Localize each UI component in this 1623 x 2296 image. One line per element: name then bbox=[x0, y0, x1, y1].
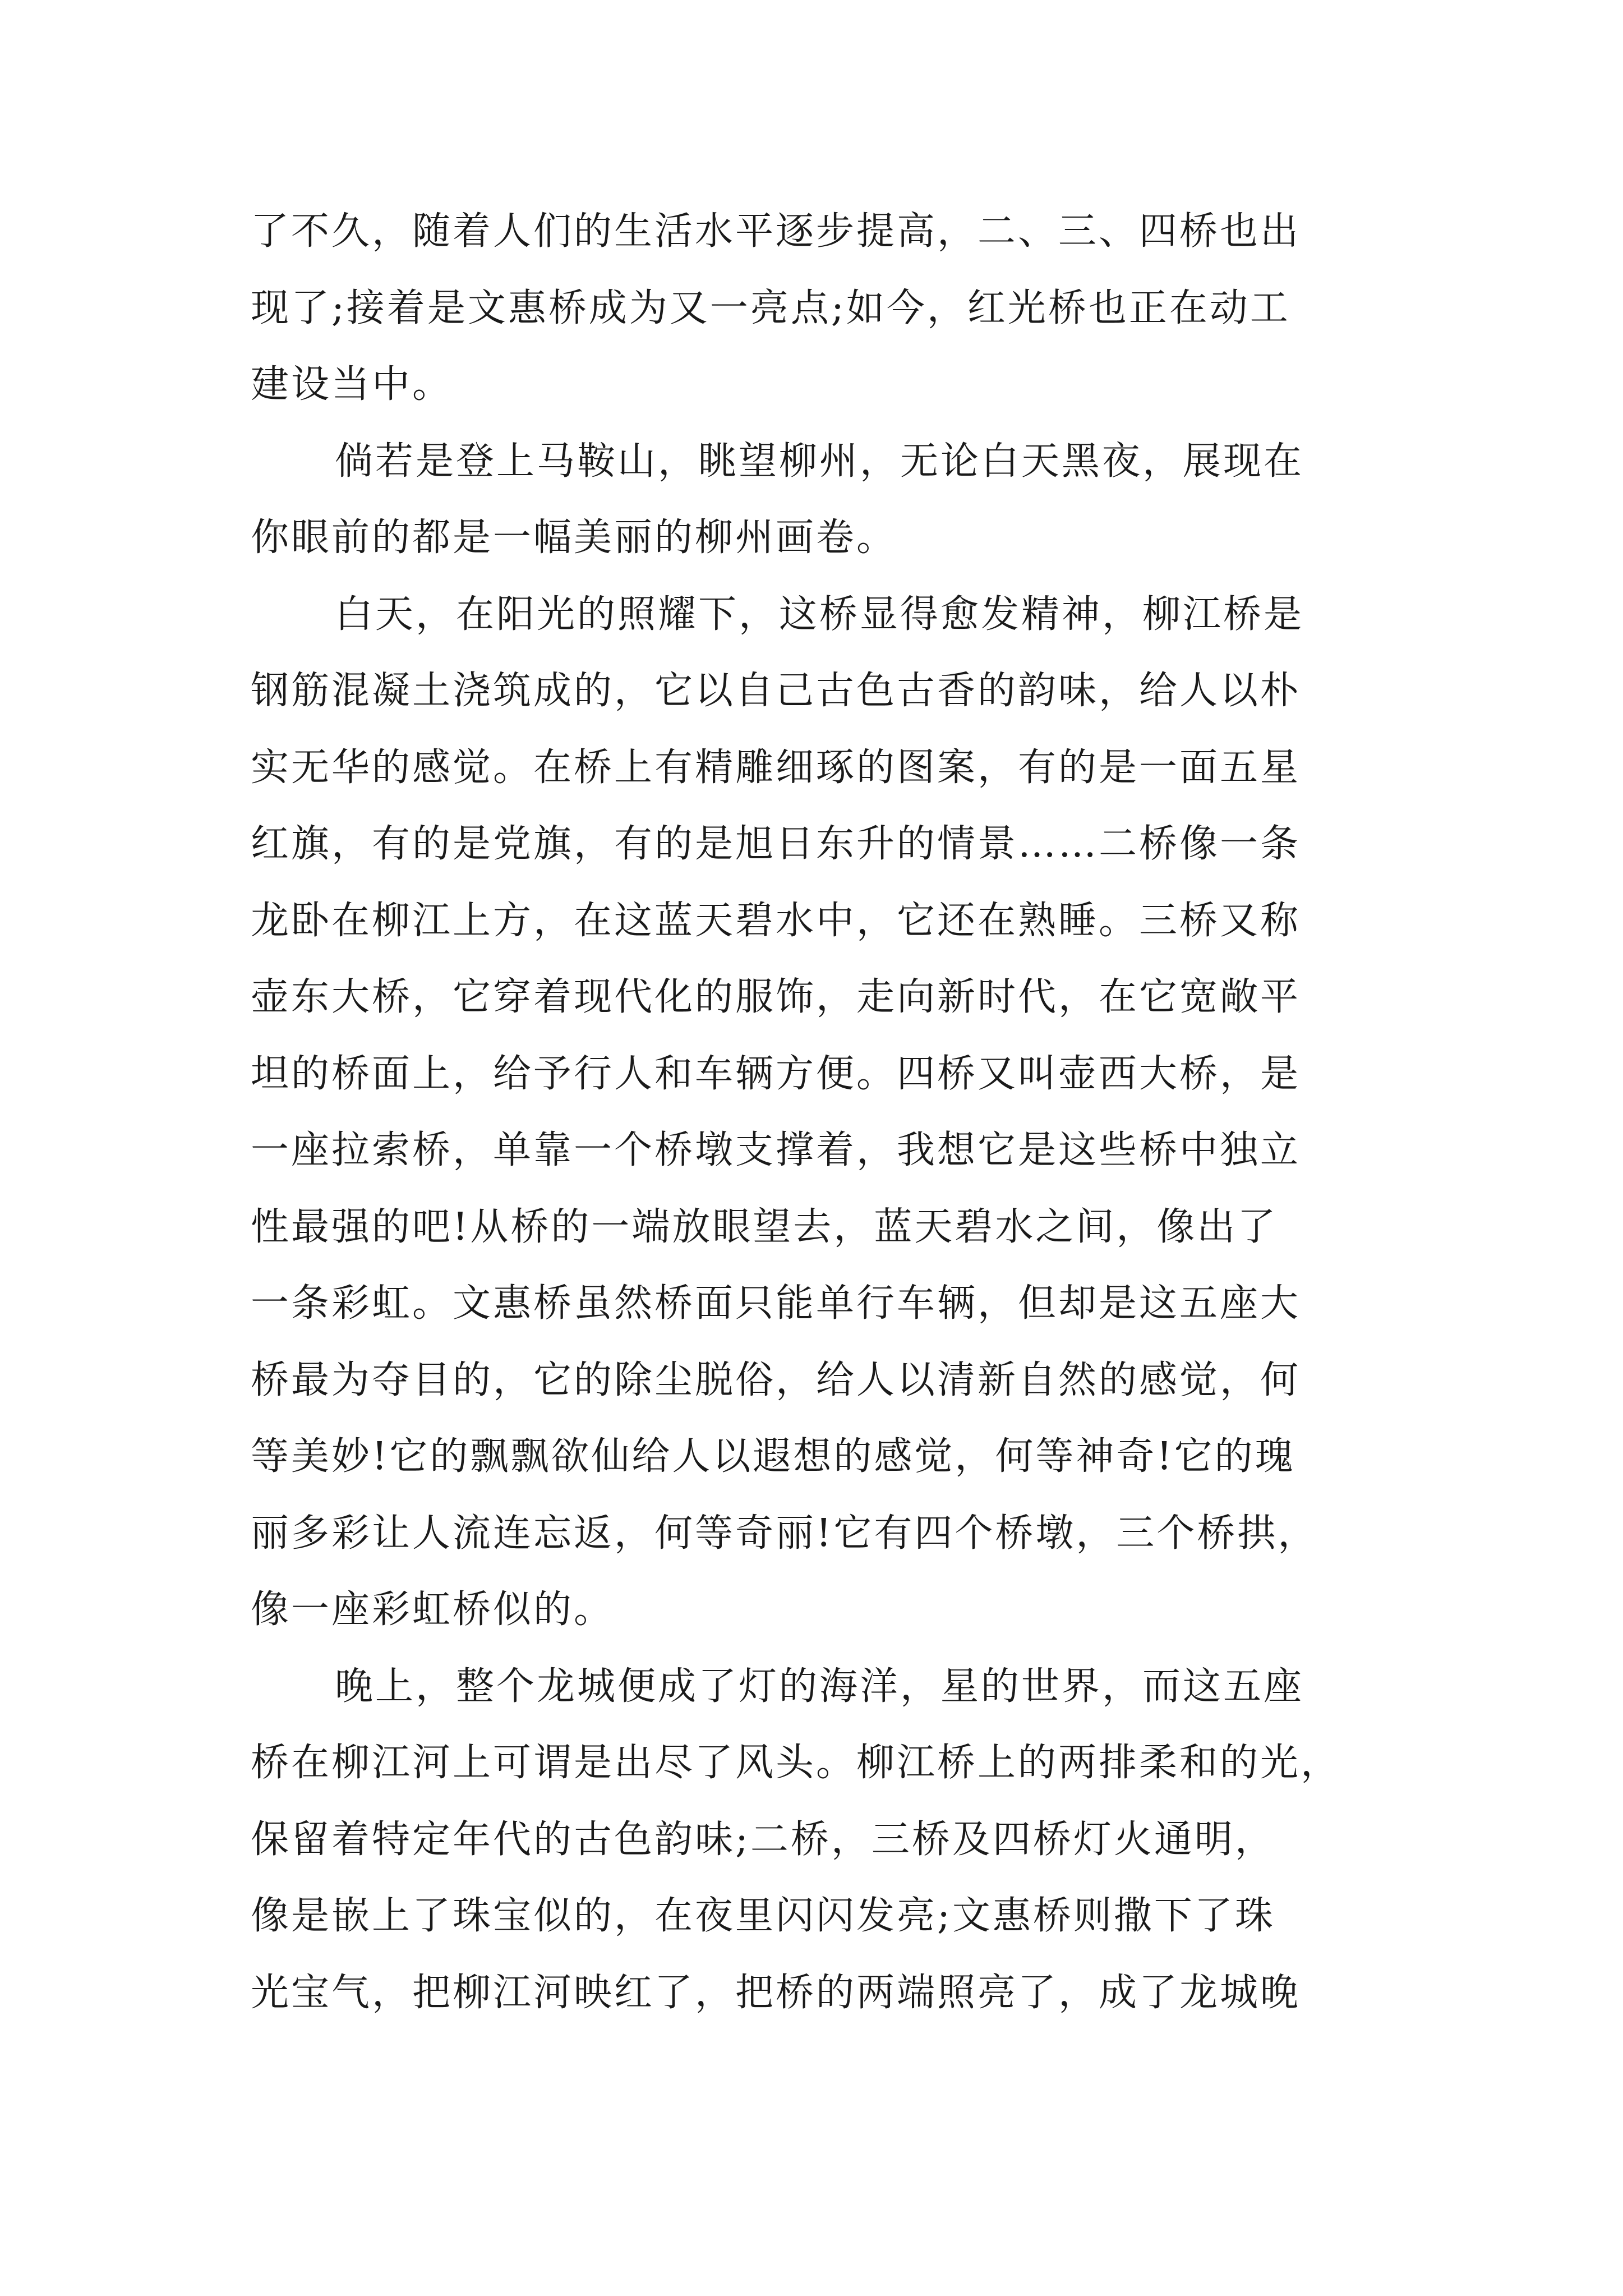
text-line: 保留着特定年代的古色韵味;二桥，三桥及四桥灯火通明， bbox=[251, 1817, 1275, 1862]
paragraph-1 bbox=[251, 194, 1372, 424]
text-line: 倘若是登上马鞍山，眺望柳州，无论白天黑夜，展现在 bbox=[335, 439, 1304, 484]
text-line: 桥最为夺目的，它的除尘脱俗，给人以清新自然的感觉，何 bbox=[251, 1358, 1301, 1402]
text-line: 一条彩虹。文惠桥虽然桥面只能单行车辆，但却是这五座大 bbox=[251, 1281, 1301, 1326]
text-line: 建设当中。 bbox=[251, 362, 453, 407]
text-line: 性最强的吧!从桥的一端放眼望去，蓝天碧水之间，像出了 bbox=[251, 1204, 1278, 1249]
text-line: 晚上，整个龙城便成了灯的海洋，星的世界，而这五座 bbox=[335, 1664, 1304, 1709]
text-line: 像一座彩虹桥似的。 bbox=[251, 1588, 615, 1632]
text-line: 钢筋混凝土浇筑成的，它以自己古色古香的韵味，给人以朴 bbox=[251, 669, 1301, 713]
text-line: 桥在柳江河上可谓是出尽了风头。柳江桥上的两排柔和的光， bbox=[251, 1741, 1341, 1785]
paragraph-4 bbox=[251, 1649, 1372, 2032]
text-line: 光宝气，把柳江河映红了，把桥的两端照亮了，成了龙城晚 bbox=[251, 1970, 1301, 2015]
text-line: 一座拉索桥，单靠一个桥墩支撑着，我想它是这些桥中独立 bbox=[251, 1128, 1301, 1172]
text-line: 现了;接着是文惠桥成为又一亮点;如今，红光桥也正在动工 bbox=[251, 286, 1290, 330]
text-line: 实无华的感觉。在桥上有精雕细琢的图案，有的是一面五星 bbox=[251, 745, 1301, 790]
text-line: 你眼前的都是一幅美丽的柳州画卷。 bbox=[251, 516, 897, 560]
text-line: 壶东大桥，它穿着现代化的服饰，走向新时代，在它宽敞平 bbox=[251, 975, 1301, 1019]
document-body bbox=[251, 194, 1372, 2031]
text-line: 等美妙!它的飘飘欲仙给人以遐想的感觉，何等神奇!它的瑰 bbox=[251, 1434, 1295, 1479]
text-line: 坦的桥面上，给予行人和车辆方便。四桥又叫壶西大桥，是 bbox=[251, 1051, 1301, 1096]
paragraph-2 bbox=[251, 424, 1372, 577]
text-line: 像是嵌上了珠宝似的，在夜里闪闪发亮;文惠桥则撒下了珠 bbox=[251, 1894, 1275, 1938]
text-line: 红旗，有的是党旗，有的是旭日东升的情景……二桥像一条 bbox=[251, 822, 1301, 866]
text-line: 了不久，随着人们的生活水平逐步提高，二、三、四桥也出 bbox=[251, 209, 1301, 254]
text-line: 白天，在阳光的照耀下，这桥显得愈发精神，柳江桥是 bbox=[335, 592, 1304, 637]
text-line: 龙卧在柳江上方，在这蓝天碧水中，它还在熟睡。三桥又称 bbox=[251, 898, 1301, 943]
paragraph-3 bbox=[251, 577, 1372, 1649]
text-line: 丽多彩让人流连忘返，何等奇丽!它有四个桥墩，三个桥拱， bbox=[251, 1511, 1318, 1556]
